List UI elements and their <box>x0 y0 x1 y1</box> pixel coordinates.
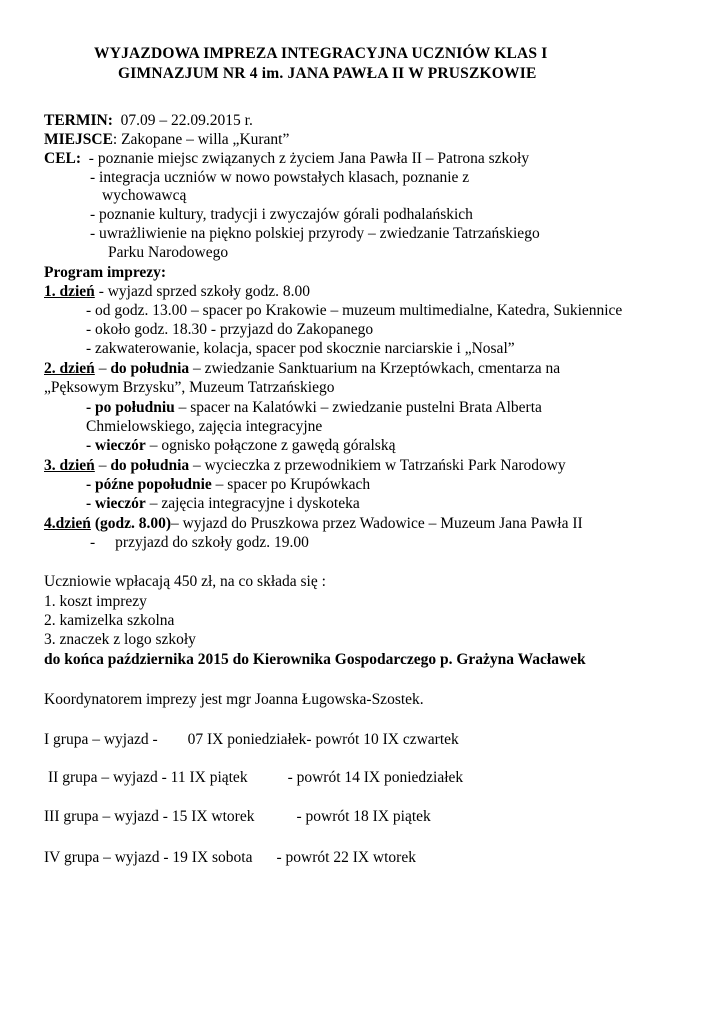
day3-morning: do południa <box>110 457 190 474</box>
day3-afternoon-line: - późne popołudnie – spacer po Krupówkach <box>86 476 371 493</box>
day2-line-2: „Pęksowym Brzysku”, Muzeum Tatrzańskiego <box>44 379 335 396</box>
day1-label: 1. dzień <box>44 283 95 300</box>
day3-afternoon: późne popołudnie <box>95 476 212 493</box>
day3-evening: wieczór <box>95 495 146 512</box>
payment-intro: Uczniowie wpłacają 450 zł, na co składa się : <box>44 573 326 590</box>
title-line-1: WYJAZDOWA IMPREZA INTEGRACYJNA UCZNIÓW KLAS I <box>94 45 548 62</box>
cel-item: wychowawcą <box>102 187 187 204</box>
day1-item: - około godz. 18.30 - przyjazd do Zakopanego <box>86 321 374 338</box>
day2-afternoon: po południu <box>95 399 175 416</box>
cel-item: - integracja uczniów w nowo powstałych klasach, poznanie z <box>90 169 470 186</box>
day1-text: - wyjazd sprzed szkoły godz. 8.00 <box>94 283 311 300</box>
payment-item: 2. kamizelka szkolna <box>44 612 175 629</box>
termin-value: 07.09 – 22.09.2015 r. <box>120 112 253 129</box>
day2-afternoon-line: - po południu – spacer na Kalatówki – zwiedzanie pustelni Brata Alberta <box>86 399 542 416</box>
miejsce-line <box>44 130 289 149</box>
day3-label: 3. dzień <box>44 457 95 474</box>
termin-label: TERMIN: <box>44 112 113 129</box>
termin-line <box>44 111 253 130</box>
program-heading: Program imprezy: <box>44 264 167 281</box>
day2-label: 2. dzień <box>44 360 95 377</box>
payment-item: 1. koszt imprezy <box>44 593 147 610</box>
day1-item: - od godz. 13.00 – spacer po Krakowie – muzeum multimedialne, Katedra, Sukiennice <box>86 302 623 319</box>
day4-item: przyjazd do szkoły godz. 19.00 <box>115 534 309 551</box>
group-row: II grupa – wyjazd - 11 IX piątek - powrót 14 IX poniedziałek <box>48 769 464 786</box>
payment-deadline: do końca października 2015 do Kierownika Gospodarczego p. Grażyna Wacławek <box>44 651 586 668</box>
day2-evening-line: - wieczór – ognisko połączone z gawędą góralską <box>86 437 396 454</box>
day2-morning: do południa <box>110 360 190 377</box>
group-row: III grupa – wyjazd - 15 IX wtorek - powrót 18 IX piątek <box>44 808 431 825</box>
title-line-2: GIMNAZJUM NR 4 im. JANA PAWŁA II W PRUSZKOWIE <box>118 65 537 82</box>
miejsce-label: MIEJSCE <box>44 131 113 148</box>
day2-line: 2. dzień – do południa – zwiedzanie Sanktuarium na Krzeptówkach, cmentarza na <box>44 360 561 377</box>
day4-line: 4.dzień (godz. 8.00)– wyjazd do Pruszkowa przez Wadowice – Muzeum Jana Pawła II <box>44 515 583 532</box>
group-row: I grupa – wyjazd - 07 IX poniedziałek- powrót 10 IX czwartek <box>44 731 459 748</box>
cel-item: - poznanie kultury, tradycji i zwyczajów górali podhalańskich <box>90 206 473 223</box>
cel-line <box>44 149 529 168</box>
cel-item: - uwrażliwienie na piękno polskiej przyrody – zwiedzanie Tatrzańskiego <box>90 225 540 242</box>
day3-line: 3. dzień – do południa – wycieczka z przewodnikiem w Tatrzański Park Narodowy <box>44 457 566 474</box>
cel-label: CEL: <box>44 150 82 167</box>
day3-evening-line: - wieczór – zajęcia integracyjne i dyskoteka <box>86 495 360 512</box>
group-row: IV grupa – wyjazd - 19 IX sobota - powrót 22 IX wtorek <box>44 849 416 866</box>
day4-label: 4.dzień <box>44 515 91 532</box>
payment-item: 3. znaczek z logo szkoły <box>44 631 196 648</box>
day4-item-line: - przyjazd do szkoły godz. 19.00 <box>90 534 309 551</box>
cel-item: Parku Narodowego <box>108 244 229 261</box>
day1-line <box>44 282 310 301</box>
day1-item: - zakwaterowanie, kolacja, spacer pod skocznie narciarskie i „Nosal” <box>86 340 515 357</box>
cel-item: - poznanie miejsc związanych z życiem Jana Pawła II – Patrona szkoły <box>88 150 530 167</box>
day2-afternoon-line-2: Chmielowskiego, zajęcia integracyjne <box>86 418 323 435</box>
coordinator-line: Koordynatorem imprezy jest mgr Joanna Ługowska-Szostek. <box>44 691 424 708</box>
day2-evening: wieczór <box>95 437 146 454</box>
miejsce-value: : Zakopane – willa „Kurant” <box>112 131 290 148</box>
